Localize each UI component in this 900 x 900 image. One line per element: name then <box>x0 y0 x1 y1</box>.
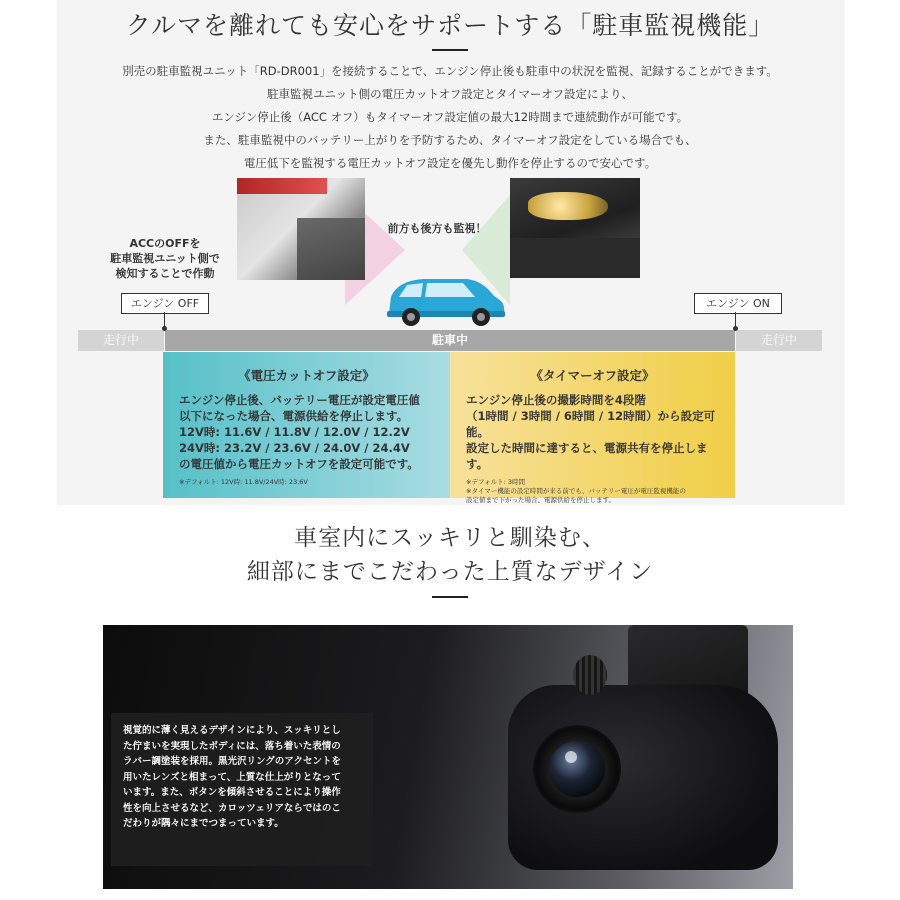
acc-off-note: ACCのOFFを 駐車監視ユニット側で 検知することで作動 <box>110 237 220 280</box>
intro-text <box>0 60 900 175</box>
intro-line: エンジン停止後（ACC オフ）もタイマーオフ設定値の最大12時間まで連続動作が可能です。 <box>211 110 689 124</box>
title-divider <box>432 49 468 51</box>
engine-on-badge: エンジン ON <box>694 293 782 314</box>
intro-line: 電圧低下を監視する電圧カットオフ設定を優先し動作を停止するので安心です。 <box>243 156 657 170</box>
timer-panel-title: 《タイマーオフ設定》 <box>530 368 655 383</box>
front-camera-photo <box>510 178 640 278</box>
intro-line: また、駐車監視中のバッテリー上がりを予防するため、タイマーオフ設定をしている場合でも、 <box>203 133 697 147</box>
intro-line: 駐車監視ユニット側の電圧カットオフ設定とタイマーオフ設定により、 <box>267 87 633 101</box>
voltage-panel-footnote: ※デフォルト: 12V時: 11.8V/24V時: 23.6V <box>179 478 308 486</box>
timeline-dot-left <box>162 326 167 331</box>
front-rear-monitor-label: 前方も後方も監視！ <box>387 222 487 235</box>
design-description-box: 視覚的に薄く見えるデザインにより、スッキリとし た佇まいを実現したボディには、落ち着いた表情の ラバー調塗装を採用。黒光沢リングのアクセントを 用いたレンズと相まって、上質な仕上がりとなって います。また、ボタンを傾斜させることにより操作 性を向上させるなど、カロッツェリアならではのこ だわりが隅々にまでつまっています。 <box>111 713 373 866</box>
voltage-panel-body: エンジン停止後、バッテリー電圧が設定電圧値 以下になった場合、電源供給を停止します。 12V時: 11.6V / 11.8V / 12.0V / 12.2V 24V時: 23.2V / 23.6V / 24.0V / 24.4V の電圧値から電圧カットオフを設定可能です。 <box>179 393 420 471</box>
voltage-panel-title: 《電圧カットオフ設定》 <box>238 368 375 383</box>
timer-panel-body: エンジン停止後の撮影時間を4段階 （1時間 / 3時間 / 6時間 / 12時間）から設定可能。 設定した時間に達すると、電源共有を停止します。 <box>466 393 716 471</box>
running-label-left: 走行中 <box>78 330 164 351</box>
running-label-right: 走行中 <box>736 330 822 351</box>
voltage-cutoff-panel <box>163 352 450 498</box>
dashcam-product-photo <box>103 625 793 889</box>
lens-glint <box>565 751 577 763</box>
camera-lens <box>549 741 605 797</box>
timer-panel-footnote: ※デフォルト: 3時間 ※タイマー機能の設定時間が来る前でも、バッテリー電圧が電圧監視機能の 設定値まで下がった場合、電源供給を停止します。 <box>466 478 686 504</box>
timer-off-panel <box>450 352 735 504</box>
design-heading-line-1: 車室内にスッキリと馴染む、 <box>294 525 606 551</box>
timeline-dot-right <box>733 326 738 331</box>
engine-off-badge: エンジン OFF <box>121 293 209 314</box>
intro-line: 別売の駐車監視ユニット「RD-DR001」を接続することで、エンジン停止後も駐車中の状況を監視、記録することができます。 <box>122 64 778 78</box>
mount-knob <box>573 655 607 695</box>
design-heading-line-2: 細部にまでこだわった上質なデザイン <box>246 559 654 585</box>
car-illustration <box>383 275 507 327</box>
parking-timeline-bar: 駐車中 <box>165 330 735 351</box>
section-title: クルマを離れても安心をサポートする「駐車監視機能」 <box>125 11 775 40</box>
design-divider <box>432 596 468 598</box>
rear-camera-photo <box>237 178 365 280</box>
